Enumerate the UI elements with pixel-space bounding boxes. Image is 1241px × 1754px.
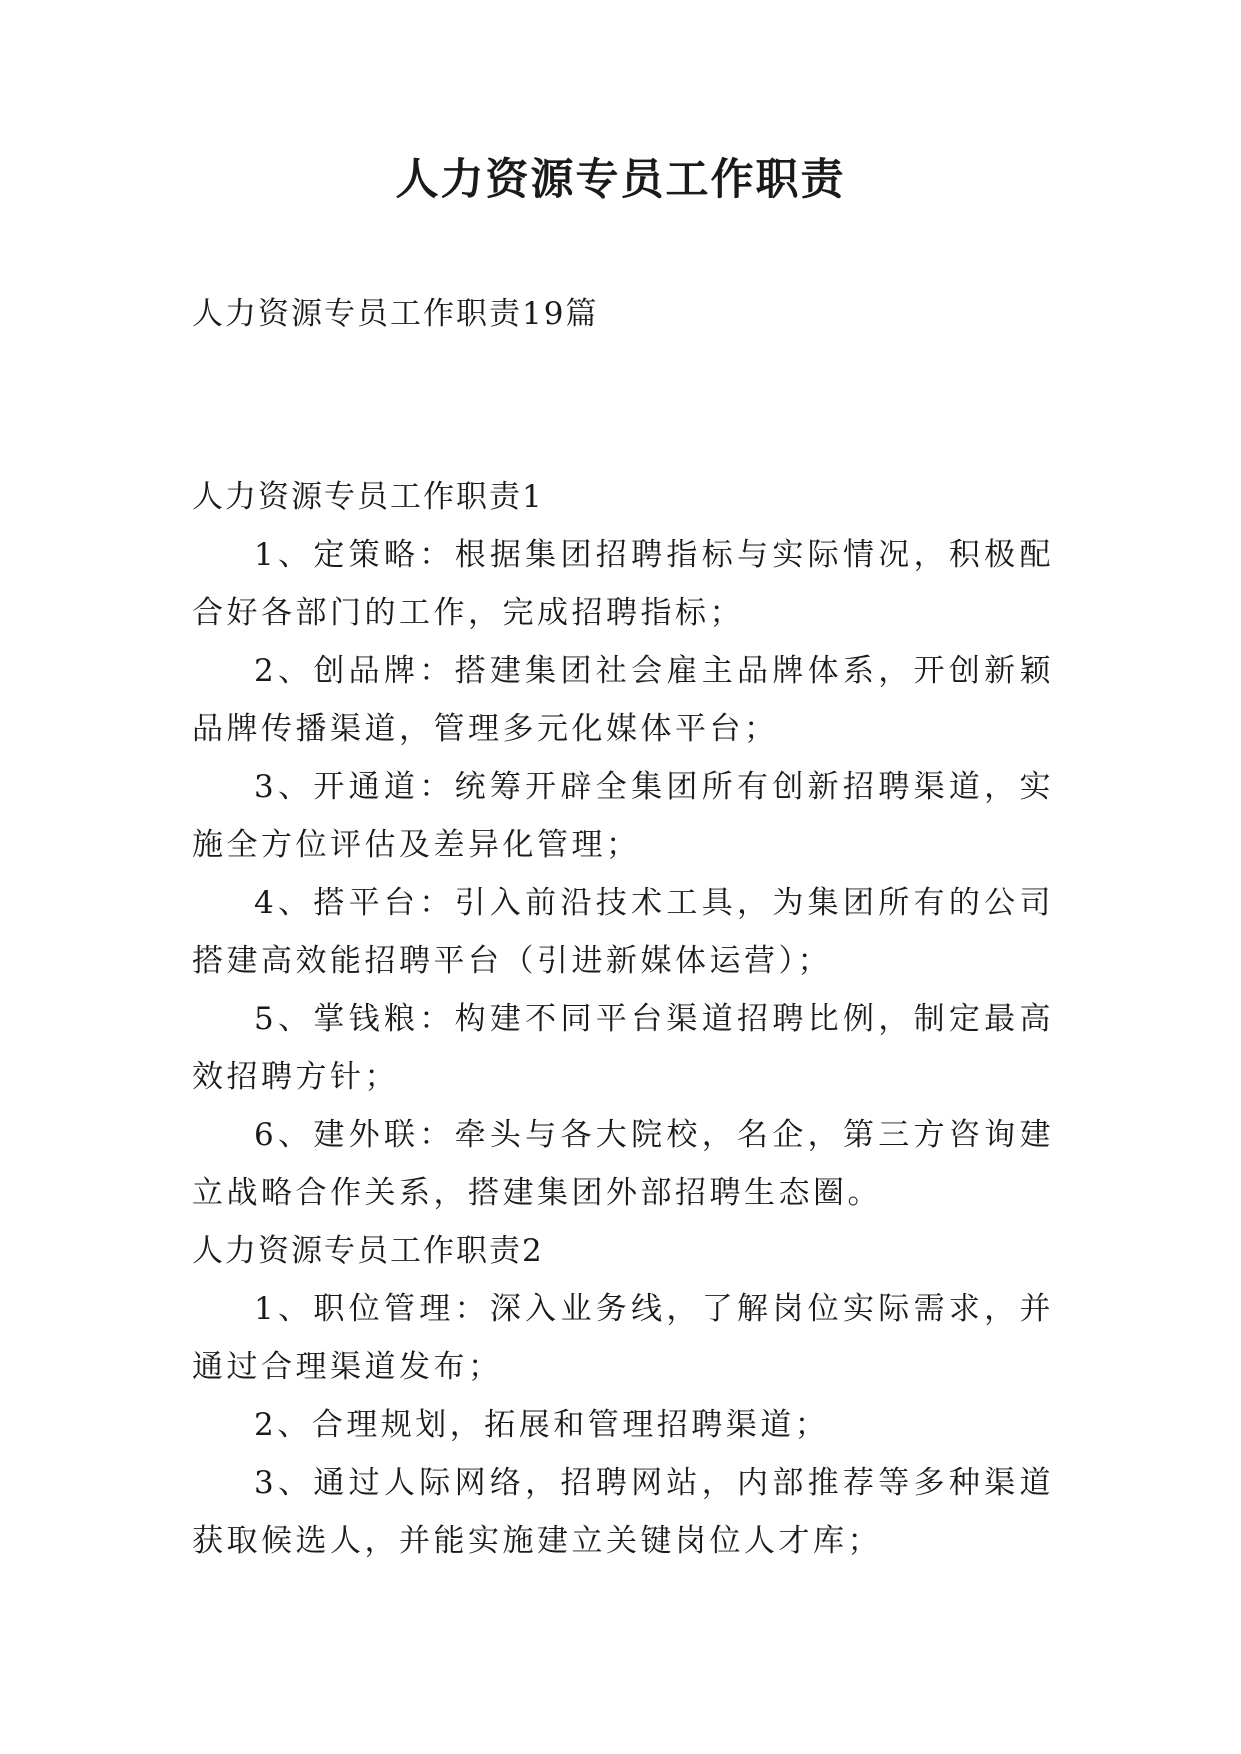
list-item: 2、创品牌：搭建集团社会雇主品牌体系，开创新颖品牌传播渠道，管理多元化媒体平台； <box>192 653 1054 747</box>
list-item: 3、开通道：统筹开辟全集团所有创新招聘渠道，实施全方位评估及差异化管理； <box>192 769 1054 863</box>
list-item: 4、搭平台：引入前沿技术工具，为集团所有的公司搭建高效能招聘平台（引进新媒体运营）； <box>192 885 1054 979</box>
document-subtitle: 人力资源专员工作职责19篇 <box>192 296 599 332</box>
section-heading: 人力资源专员工作职责1 <box>192 479 544 515</box>
list-item: 2、合理规划，拓展和管理招聘渠道； <box>254 1407 830 1443</box>
list-item: 1、定策略：根据集团招聘指标与实际情况，积极配合好各部门的工作，完成招聘指标； <box>192 537 1054 631</box>
section-2 <box>192 1222 1054 1570</box>
document-title: 人力资源专员工作职责 <box>395 155 846 205</box>
document-body <box>192 468 1054 1570</box>
list-item: 6、建外联：牵头与各大院校，名企，第三方咨询建立战略合作关系，搭建集团外部招聘生态圈。 <box>192 1117 1054 1211</box>
section-heading: 人力资源专员工作职责2 <box>192 1233 544 1269</box>
list-item: 3、通过人际网络，招聘网站，内部推荐等多种渠道获取候选人，并能实施建立关键岗位人才库； <box>192 1465 1054 1559</box>
list-item: 5、掌钱粮：构建不同平台渠道招聘比例，制定最高效招聘方针； <box>192 1001 1054 1095</box>
section-1 <box>192 468 1054 1222</box>
list-item: 1、职位管理：深入业务线，了解岗位实际需求，并通过合理渠道发布； <box>192 1291 1054 1385</box>
